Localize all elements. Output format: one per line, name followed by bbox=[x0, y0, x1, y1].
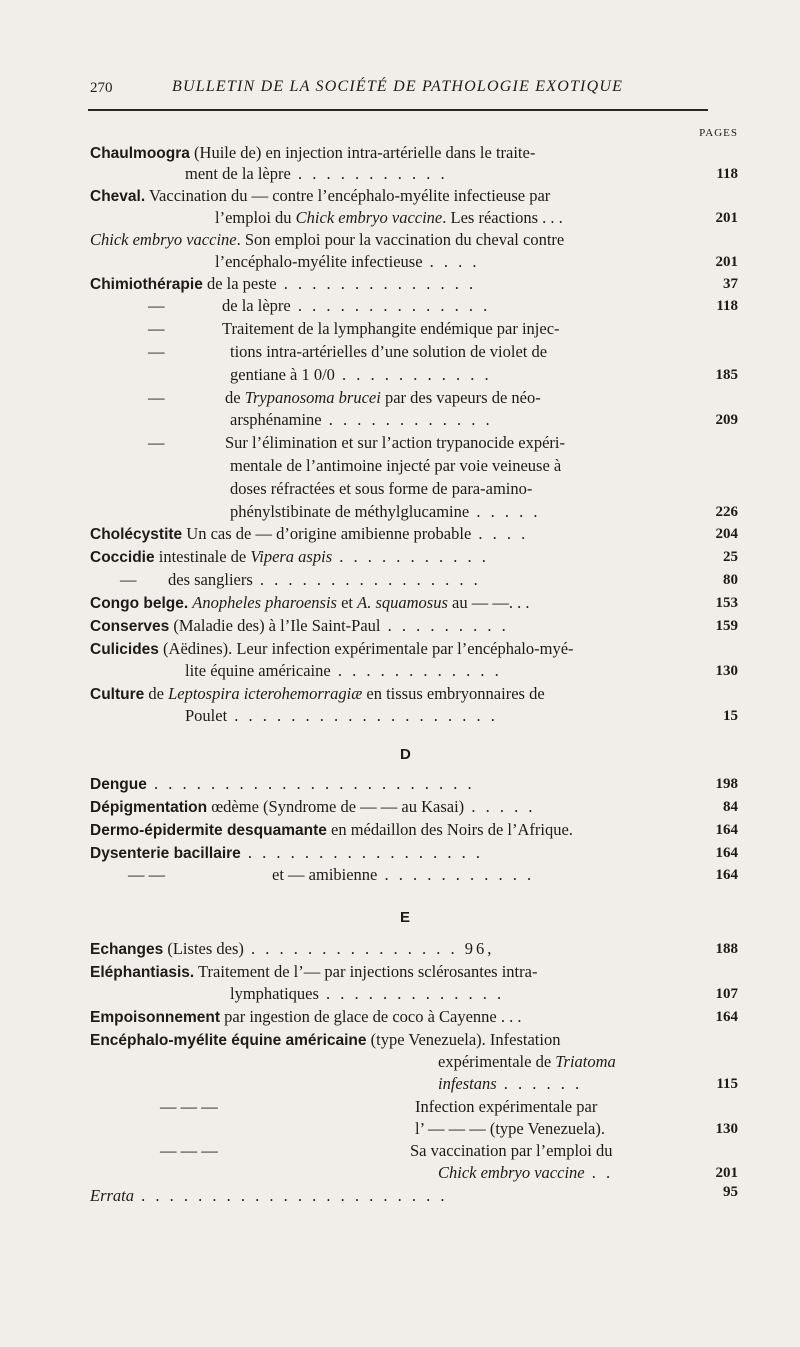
index-line: Cholécystite Un cas de — d’origine amibienne probable . . . . bbox=[90, 524, 529, 543]
page-ref: 84 bbox=[723, 799, 738, 815]
index-line: Encéphalo-myélite équine américaine (type Venezuela). Infestation bbox=[90, 1030, 561, 1049]
index-line: — bbox=[148, 319, 165, 338]
page-ref: 25 bbox=[723, 549, 738, 565]
page-ref: 204 bbox=[715, 526, 738, 542]
index-line: des sangliers . . . . . . . . . . . . . . . . bbox=[168, 570, 481, 589]
page-ref: 153 bbox=[715, 595, 738, 611]
index-line: arsphénamine . . . . . . . . . . . . bbox=[230, 410, 493, 429]
page-ref: 164 bbox=[715, 822, 738, 838]
index-line: lite équine américaine . . . . . . . . . . . . bbox=[185, 661, 502, 680]
section-letter: E bbox=[400, 909, 411, 926]
index-line: Dermo-épidermite desquamante en médaillon des Noirs de l’Afrique. bbox=[90, 820, 573, 839]
index-line: Traitement de la lymphangite endémique par injec- bbox=[222, 319, 560, 338]
index-line: doses réfractées et sous forme de para-amino- bbox=[230, 479, 533, 498]
index-line: phénylstibinate de méthylglucamine . . . . . bbox=[230, 502, 541, 521]
index-line: — bbox=[120, 570, 137, 589]
index-line: Poulet . . . . . . . . . . . . . . . . . . . bbox=[185, 706, 498, 725]
index-line: — bbox=[148, 342, 165, 361]
index-line: Eléphantiasis. Traitement de l’— par injections sclérosantes intra- bbox=[90, 962, 538, 981]
page-ref: 159 bbox=[715, 618, 738, 634]
index-line: l’emploi du Chick embryo vaccine. Les réactions . . . bbox=[215, 208, 563, 227]
index-line: Errata . . . . . . . . . . . . . . . . . . . . . . bbox=[90, 1186, 448, 1205]
page-ref: 80 bbox=[723, 572, 738, 588]
index-line: Chick embryo vaccine. Son emploi pour la vaccination du cheval contre bbox=[90, 230, 565, 249]
header-rule bbox=[88, 109, 708, 111]
page-ref: 118 bbox=[716, 166, 738, 182]
page-ref: 130 bbox=[715, 1121, 738, 1137]
page-ref: 198 bbox=[715, 776, 738, 792]
page-ref: 164 bbox=[715, 867, 738, 883]
page-ref: 226 bbox=[715, 504, 738, 520]
index-line: mentale de l’antimoine injecté par voie veineuse à bbox=[230, 456, 562, 475]
page-ref: 201 bbox=[715, 254, 738, 270]
page-ref: 209 bbox=[715, 412, 738, 428]
index-line: de Trypanosoma brucei par des vapeurs de néo- bbox=[225, 388, 541, 407]
section-letter: D bbox=[400, 746, 411, 763]
index-line: — — bbox=[128, 865, 166, 884]
index-line: Sur l’élimination et sur l’action trypanocide expéri- bbox=[225, 433, 565, 452]
page-ref: 15 bbox=[723, 708, 738, 724]
index-line: — bbox=[148, 433, 165, 452]
index-line: l’ — — — (type Venezuela). bbox=[415, 1119, 605, 1138]
index-line: — bbox=[148, 388, 165, 407]
index-line: Dysenterie bacillaire . . . . . . . . . . . . . . . . . bbox=[90, 843, 484, 862]
index-line: ment de la lèpre . . . . . . . . . . . bbox=[185, 164, 448, 183]
page-ref: 164 bbox=[715, 1009, 738, 1025]
index-line: Coccidie intestinale de Vipera aspis . . . . . . . . . . . bbox=[90, 547, 489, 566]
index-line: Sa vaccination par l’emploi du bbox=[410, 1141, 613, 1160]
page-ref: 201 bbox=[715, 210, 738, 226]
index-line: Culture de Leptospira icterohemorragiæ en tissus embryonnaires de bbox=[90, 684, 545, 703]
index-line: Infection expérimentale par bbox=[415, 1097, 598, 1116]
index-line: Dengue . . . . . . . . . . . . . . . . . . . . . . . bbox=[90, 774, 475, 793]
index-line: Conserves (Maladie des) à l’Ile Saint-Paul . . . . . . . . . bbox=[90, 616, 509, 635]
index-line: infestans . . . . . . bbox=[438, 1074, 583, 1093]
page-ref: 164 bbox=[715, 845, 738, 861]
index-line: Culicides (Aëdines). Leur infection expérimentale par l’encéphalo-myé- bbox=[90, 639, 574, 658]
index-line: de la lèpre . . . . . . . . . . . . . . bbox=[222, 296, 491, 315]
index-line: — bbox=[148, 296, 165, 315]
index-line: expérimentale de Triatoma bbox=[438, 1052, 616, 1071]
page-ref: 95 bbox=[723, 1184, 738, 1200]
index-line: Chimiothérapie de la peste . . . . . . . . . . . . . . bbox=[90, 274, 477, 293]
index-line: Cheval. Vaccination du — contre l’encéphalo-myélite infectieuse par bbox=[90, 186, 551, 205]
index-line: — — — bbox=[160, 1097, 218, 1116]
page-ref: 201 bbox=[715, 1165, 738, 1181]
index-line: lymphatiques . . . . . . . . . . . . . bbox=[230, 984, 505, 1003]
page-ref: 188 bbox=[715, 941, 738, 957]
page-ref: 107 bbox=[715, 986, 738, 1002]
running-title: BULLETIN DE LA SOCIÉTÉ DE PATHOLOGIE EXOTIQUE bbox=[172, 78, 624, 95]
index-line: et — amibienne . . . . . . . . . . . bbox=[272, 865, 535, 884]
index-line: Echanges (Listes des) . . . . . . . . . . . . . . . 96, bbox=[90, 939, 495, 958]
index-line: Empoisonnement par ingestion de glace de coco à Cayenne . . . bbox=[90, 1007, 522, 1026]
index-line: Chaulmoogra (Huile de) en injection intra-artérielle dans le traite- bbox=[90, 143, 536, 162]
page-ref: 115 bbox=[716, 1076, 738, 1092]
index-line: — — — bbox=[160, 1141, 218, 1160]
pages-column-label: PAGES bbox=[699, 127, 738, 139]
page-ref: 118 bbox=[716, 298, 738, 314]
page-ref: 37 bbox=[723, 276, 738, 292]
index-line: Chick embryo vaccine . . bbox=[438, 1163, 614, 1182]
page-ref: 130 bbox=[715, 663, 738, 679]
index-line: l’encéphalo-myélite infectieuse . . . . bbox=[215, 252, 480, 271]
index-line: gentiane à 1 0/0 . . . . . . . . . . . bbox=[230, 365, 492, 384]
index-line: Congo belge. Anopheles pharoensis et A. squamosus au — —. . . bbox=[90, 593, 530, 612]
page-ref: 185 bbox=[715, 367, 738, 383]
index-line: tions intra-artérielles d’une solution de violet de bbox=[230, 342, 548, 361]
page-number: 270 bbox=[90, 80, 113, 96]
index-line: Dépigmentation œdème (Syndrome de — — au Kasai) . . . . . bbox=[90, 797, 536, 816]
